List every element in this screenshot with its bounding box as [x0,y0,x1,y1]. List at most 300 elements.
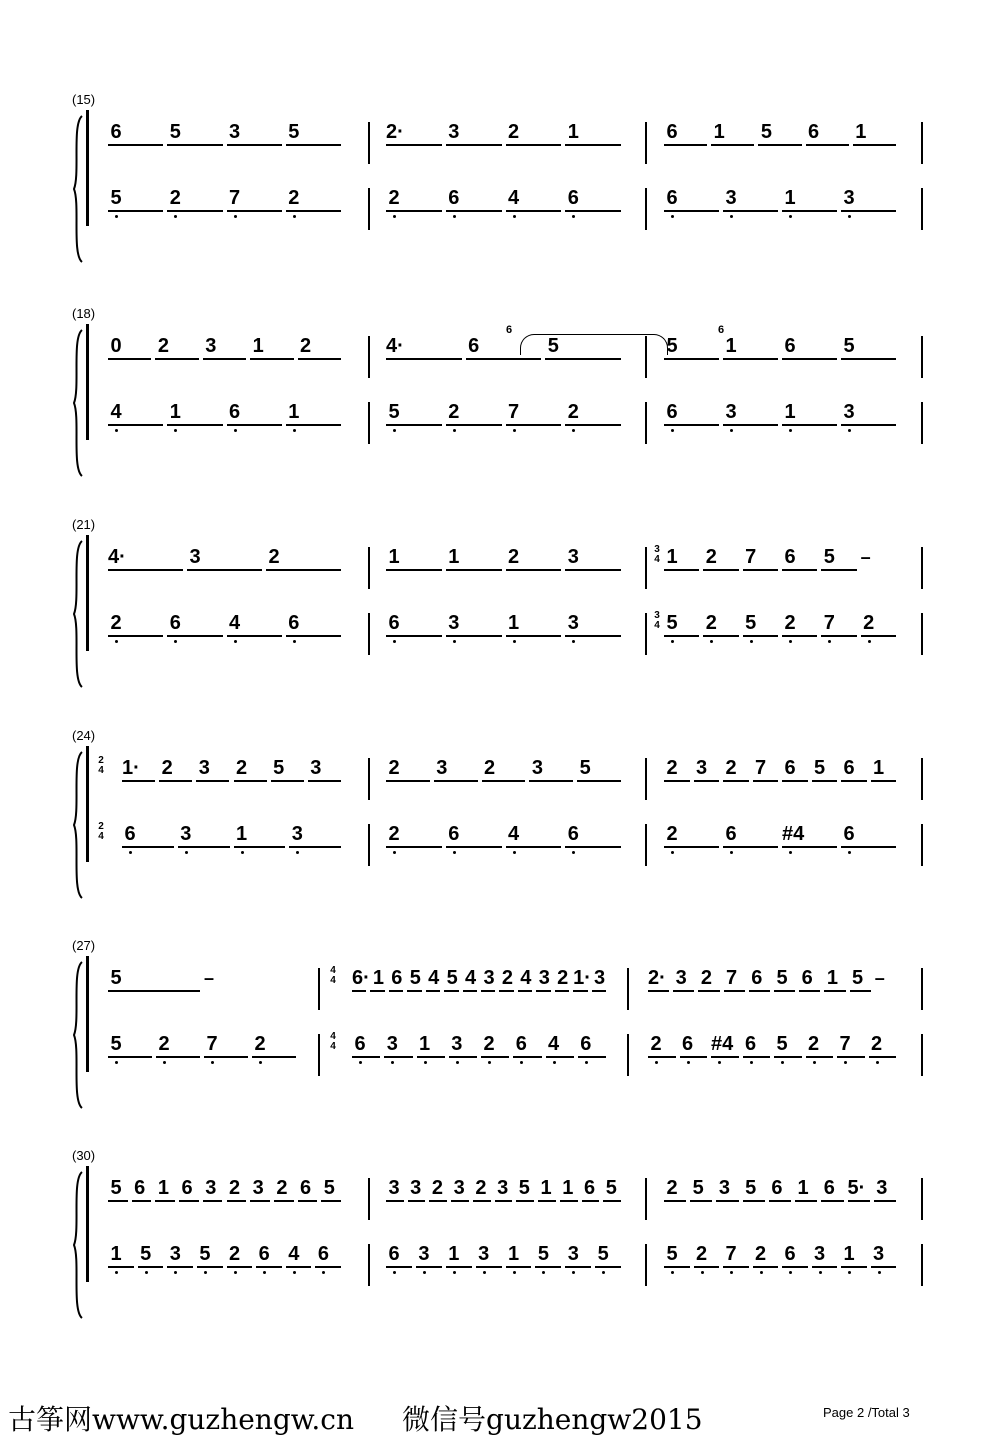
note: 6 [583,1177,596,1199]
beam-line [506,1266,532,1268]
note: 2 [557,967,569,989]
beam-line [560,1200,578,1202]
note: 6 [134,1177,146,1199]
beam-line [723,424,778,426]
note: 2 [863,612,875,634]
beam-line [694,1266,720,1268]
beam-line [108,144,163,146]
note: 5 [446,967,458,989]
barline [921,1178,923,1220]
barline [921,613,923,655]
note: 3 [205,1177,217,1199]
octave-dot [701,1271,704,1274]
time-signature: 4 4 [330,965,336,986]
beam-line [769,1200,791,1202]
beam-line [463,990,477,992]
beam-line [108,1200,128,1202]
note: 6 [468,335,480,357]
beam-line [821,635,856,637]
octave-dot [174,640,177,643]
beam-line [565,1266,591,1268]
beam-line [664,144,707,146]
beam-line [167,635,222,637]
note: 5 [518,1177,530,1199]
system-left-bar [86,324,89,440]
beam-line [178,846,230,848]
octave-dot [513,851,516,854]
note: 6· [352,967,370,989]
barline [645,1244,647,1286]
measure-number: (15) [72,92,96,107]
octave-dot [393,640,396,643]
octave-dot [813,1061,816,1064]
note: 5 [110,187,122,209]
beam-line [664,1200,686,1202]
note: 3 [531,757,543,779]
beam-line [227,1266,253,1268]
octave-dot [453,640,456,643]
beam-line [416,1266,442,1268]
system-left-bar [86,746,89,862]
note: 2 [870,1033,883,1055]
barline [645,758,647,800]
beam-line [565,144,621,146]
beam-line [234,846,286,848]
barline [921,824,923,866]
beam-line [286,424,341,426]
beam-line [782,569,817,571]
beam-line [122,780,155,782]
beam-line [408,1200,426,1202]
beam-line [694,780,720,782]
note: 2 [507,121,520,143]
note: 2 [666,823,678,845]
beam-line [196,780,229,782]
barline [921,188,923,230]
barline [368,824,370,866]
barline [318,968,320,1010]
octave-dot [293,429,296,432]
beam-line [308,780,341,782]
note: 3 [180,823,192,845]
octave-dot [513,640,516,643]
beam-line [227,210,282,212]
beam-line [155,358,198,360]
note: 4 [110,401,122,423]
beam-line [179,1200,199,1202]
octave-dot [878,1271,881,1274]
octave-dot [241,851,244,854]
note: 6 [843,823,855,845]
note: 3 [718,1177,730,1199]
note: 2 [276,1177,288,1199]
beam-line [482,780,526,782]
note: 4 [507,823,520,845]
beam-line [286,1266,312,1268]
octave-dot [750,640,753,643]
note: 3 [448,612,460,634]
note: 3 [291,823,303,845]
note: 3 [594,967,606,989]
beam-line [108,210,163,212]
beam-line [841,210,896,212]
beam-line [841,846,896,848]
octave-dot [750,1061,753,1064]
note: 1 [562,1177,574,1199]
note: 1 [666,546,678,568]
beam-line [664,210,719,212]
beam-line [853,144,896,146]
beam-line [690,1200,712,1202]
barline [921,547,923,589]
note: 5 [199,1243,211,1265]
note: 3 [169,1243,181,1265]
beam-line [516,1200,534,1202]
beam-line [167,1266,193,1268]
beam-line [167,210,222,212]
time-signature: 4 4 [330,1031,336,1052]
octave-dot [163,1061,166,1064]
time-signature: 2 4 [98,821,104,842]
beam-line [518,990,532,992]
note: 6 [567,823,579,845]
beam-line [252,1056,296,1058]
beam-line [197,1266,223,1268]
barline [645,122,647,164]
octave-dot [513,1271,516,1274]
score-system [0,728,1000,908]
note: 5 [110,967,122,989]
octave-dot [204,1271,207,1274]
beam-line [874,1200,896,1202]
beam-line [274,1200,294,1202]
time-signature: 2 4 [98,755,104,776]
beam-line [446,424,502,426]
score-system [0,306,1000,486]
beam-line [122,846,174,848]
octave-dot [259,1061,262,1064]
note: 2 [300,335,312,357]
beam-line [370,990,384,992]
note: 3 [876,1177,888,1199]
page-number: Page 2 /Total 3 [823,1405,910,1420]
time-signature: 3 4 [654,544,660,565]
barline [645,1178,647,1220]
note: 2 [388,823,400,845]
note: 6 [448,187,460,209]
system-left-bar [86,110,89,226]
beam-line [848,1200,870,1202]
barline [368,613,370,655]
note: 1 [784,187,796,209]
note: 4 [428,967,440,989]
note: 6 [448,823,460,845]
beam-line [565,424,621,426]
note: 2 [784,612,796,634]
beam-line [837,1056,865,1058]
note: 1 [372,967,384,989]
beam-line [266,569,341,571]
barline [368,402,370,444]
barline [645,188,647,230]
octave-dot [848,851,851,854]
system-left-bar [86,535,89,651]
beam-line [513,1056,541,1058]
brace-icon [70,539,86,689]
beam-line [724,990,745,992]
beam-line [495,1200,513,1202]
note: 2 [228,1243,241,1265]
note: 6 [666,121,678,143]
barline [368,336,370,378]
brace-icon [70,750,86,900]
brace-icon [70,960,86,1110]
note: 3 [448,121,460,143]
note: 5 [547,335,559,357]
octave-dot [789,429,792,432]
beam-line [386,635,442,637]
note: 2 [501,967,513,989]
note: 6 [515,1033,527,1055]
note: 5 [409,967,421,989]
beam-line [386,358,462,360]
score-system [0,92,1000,272]
beam-line [555,990,569,992]
note: 6 [169,612,181,634]
beam-line [449,1056,477,1058]
beam-line [664,358,719,360]
beam-line [648,1056,676,1058]
barline [921,758,923,800]
octave-dot [115,215,118,218]
beam-line [476,1266,502,1268]
note: 6 [388,1243,400,1265]
note: #4 [711,1033,734,1055]
note: 5 [537,1243,549,1265]
beam-line [578,1056,606,1058]
beam-line [227,424,282,426]
octave-dot [730,851,733,854]
note: 1· [122,757,140,779]
octave-dot [424,1061,427,1064]
beam-line [386,1266,412,1268]
beam-line [386,144,442,146]
beam-line [841,1266,867,1268]
score-system [0,938,1000,1118]
octave-dot [174,1271,177,1274]
beam-line [506,144,562,146]
octave-dot [572,851,575,854]
beam-line [446,210,502,212]
octave-dot [115,429,118,432]
barline [645,824,647,866]
beam-line [774,990,795,992]
note: 2 [650,1033,662,1055]
beam-line [289,846,341,848]
beam-line [648,990,669,992]
note: 2 [254,1033,266,1055]
beam-line [841,358,896,360]
beam-line [481,1056,509,1058]
beam-line [673,990,694,992]
beam-line [861,635,896,637]
barline [318,1034,320,1076]
beam-line [565,846,621,848]
beam-line [782,424,837,426]
octave-dot [848,215,851,218]
octave-dot [185,851,188,854]
octave-dot [602,1271,605,1274]
beam-line [234,780,267,782]
note: 5 [760,121,772,143]
octave-dot [115,1061,118,1064]
note: 4 [228,612,241,634]
note: 2 [754,1243,767,1265]
octave-dot [572,429,575,432]
note: 5 [813,757,826,779]
beam-line [352,990,366,992]
note: 3 [189,546,201,568]
octave-dot [585,1061,588,1064]
beam-line [799,990,820,992]
octave-dot [730,1271,733,1274]
beam-line [871,1266,897,1268]
note: 2· [386,121,404,143]
octave-dot [234,215,237,218]
beam-line [389,990,403,992]
octave-dot [483,1271,486,1274]
note: 2 [475,1177,487,1199]
brace-icon [70,1170,86,1320]
brace-icon [70,114,86,264]
octave-dot [671,640,674,643]
beam-line [204,1056,248,1058]
beam-line [108,424,163,426]
note: 3 [567,612,579,634]
note: 2 [705,612,717,634]
note: 6 [580,1033,592,1055]
beam-line [446,569,502,571]
note: 3 [843,187,855,209]
note: 7 [725,1243,737,1265]
octave-dot [513,215,516,218]
beam-line [446,846,502,848]
octave-dot [789,851,792,854]
octave-dot [174,429,177,432]
beam-line [703,635,738,637]
note: 5 [273,757,285,779]
note: 1 [872,757,885,779]
note: 5 [288,121,300,143]
beam-line [434,780,478,782]
beam-line [386,569,442,571]
beam-line [749,990,770,992]
note: 3 [436,757,448,779]
note: 6 [567,187,579,209]
beam-line [743,1200,765,1202]
beam-line [386,210,442,212]
octave-dot [671,1271,674,1274]
beam-line [256,1266,282,1268]
beam-line [782,358,837,360]
note: 5 [823,546,835,568]
beam-line [499,990,513,992]
beam-line [446,144,502,146]
note: 3 [675,967,687,989]
octave-dot [572,1271,575,1274]
barline [921,336,923,378]
beam-line [535,1266,561,1268]
beam-line [250,358,293,360]
beam-line [782,846,837,848]
grace-note: 6 [718,324,725,336]
note: 6 [354,1033,366,1055]
octave-dot [520,1061,523,1064]
beam-line [407,990,421,992]
note: 6 [317,1243,329,1265]
note: 1 [157,1177,169,1199]
note: 3 [538,967,550,989]
note: 1· [573,967,591,989]
octave-dot [263,1271,266,1274]
note: 6 [666,187,678,209]
note: 1 [567,121,579,143]
note: 1 [288,401,300,423]
note: 3 [813,1243,826,1265]
note: 6 [771,1177,783,1199]
octave-dot [453,1271,456,1274]
beam-line [664,635,699,637]
beam-line [321,1200,341,1202]
note: 2 [725,757,737,779]
octave-dot [819,1271,822,1274]
beam-line [298,1200,318,1202]
beam-line [723,210,778,212]
beam-line [841,780,867,782]
beam-line [108,990,200,992]
octave-dot [789,1271,792,1274]
beam-line [227,1200,247,1202]
note: 6 [124,823,136,845]
octave-dot [828,640,831,643]
beam-line [711,1056,739,1058]
beam-line [108,569,183,571]
note: 6 [288,612,300,634]
note: 3 [872,1243,885,1265]
barline [368,547,370,589]
time-signature: 3 4 [654,610,660,631]
octave-dot [293,1271,296,1274]
note: 5 [745,612,757,634]
beam-line [723,846,778,848]
beam-line [227,635,282,637]
beam-line [108,635,163,637]
octave-dot [211,1061,214,1064]
beam-line [545,358,621,360]
octave-dot [655,1061,658,1064]
octave-dot [234,429,237,432]
octave-dot [293,215,296,218]
beam-line [716,1200,738,1202]
measure-number: (24) [72,728,96,743]
beam-line [466,358,542,360]
note: 6 [725,823,737,845]
beam-line [506,569,562,571]
beam-line [536,990,550,992]
note: 4· [386,335,404,357]
beam-line [506,635,562,637]
note: 6 [823,1177,835,1199]
